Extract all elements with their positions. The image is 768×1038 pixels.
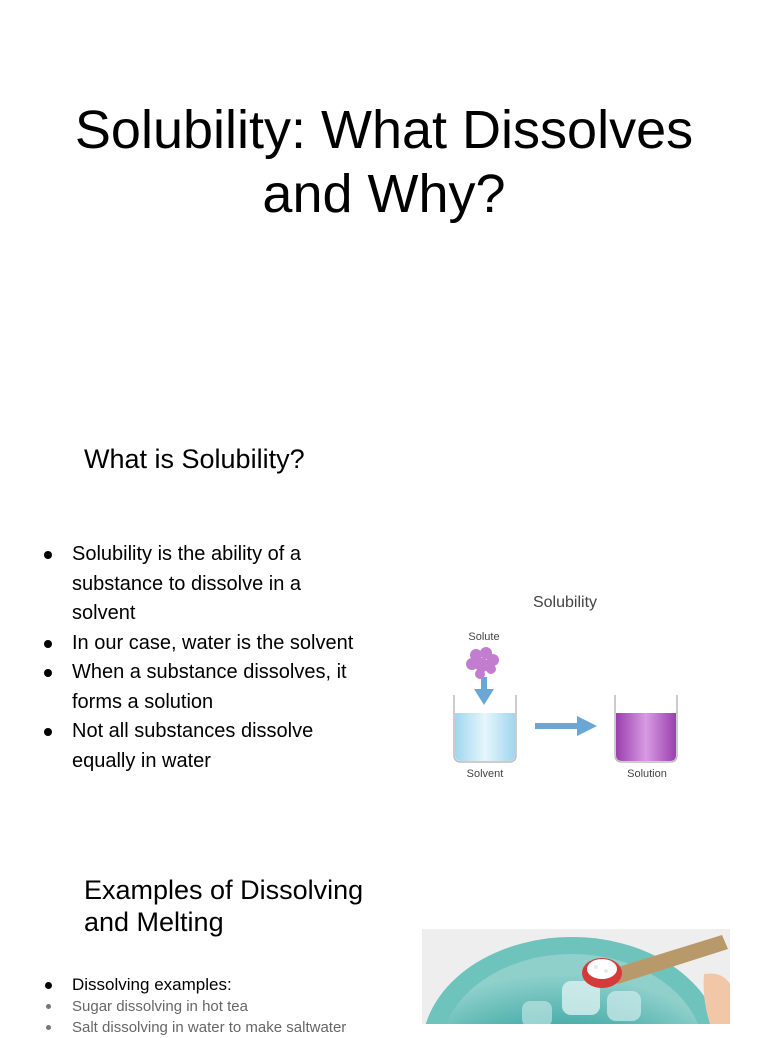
bullet-item: Not all substances dissolve equally in water <box>36 717 366 776</box>
bullet-item: Dissolving examples: <box>36 974 366 996</box>
down-arrow-icon <box>474 677 494 705</box>
solution-beaker <box>615 695 677 762</box>
bullet-item: Solubility is the ability of a substance to dissolve in a solvent <box>36 540 366 629</box>
section-heading-examples: Examples of Dissolving and Melting <box>84 875 364 937</box>
right-arrow-icon <box>535 716 597 736</box>
slide-title: Solubility: What Dissolves and Why? <box>74 100 694 224</box>
bullet-item: In our case, water is the solvent <box>36 629 366 659</box>
diagram-title: Solubility <box>532 594 598 611</box>
section-heading-what-is-solubility: What is Solubility? <box>84 444 305 474</box>
examples-bullet-list <box>36 974 366 1038</box>
solute-crystal-icon <box>466 647 499 679</box>
sub-bullet-item: Sugar dissolving in hot tea <box>36 996 366 1017</box>
solute-label: Solute <box>468 631 500 643</box>
solubility-diagram <box>440 585 700 785</box>
solubility-diagram-svg <box>440 585 700 785</box>
sub-bullet-item: Salt dissolving in water to make saltwater <box>36 1017 366 1038</box>
bullet-item: When a substance dissolves, it forms a solution <box>36 658 366 717</box>
ice-and-salt-photo <box>422 929 730 1024</box>
solution-label: Solution <box>627 768 667 780</box>
solvent-label: Solvent <box>466 768 504 780</box>
solvent-beaker <box>454 695 516 762</box>
ice-and-salt-photo-svg <box>422 929 730 1024</box>
solubility-bullet-list <box>36 540 366 776</box>
